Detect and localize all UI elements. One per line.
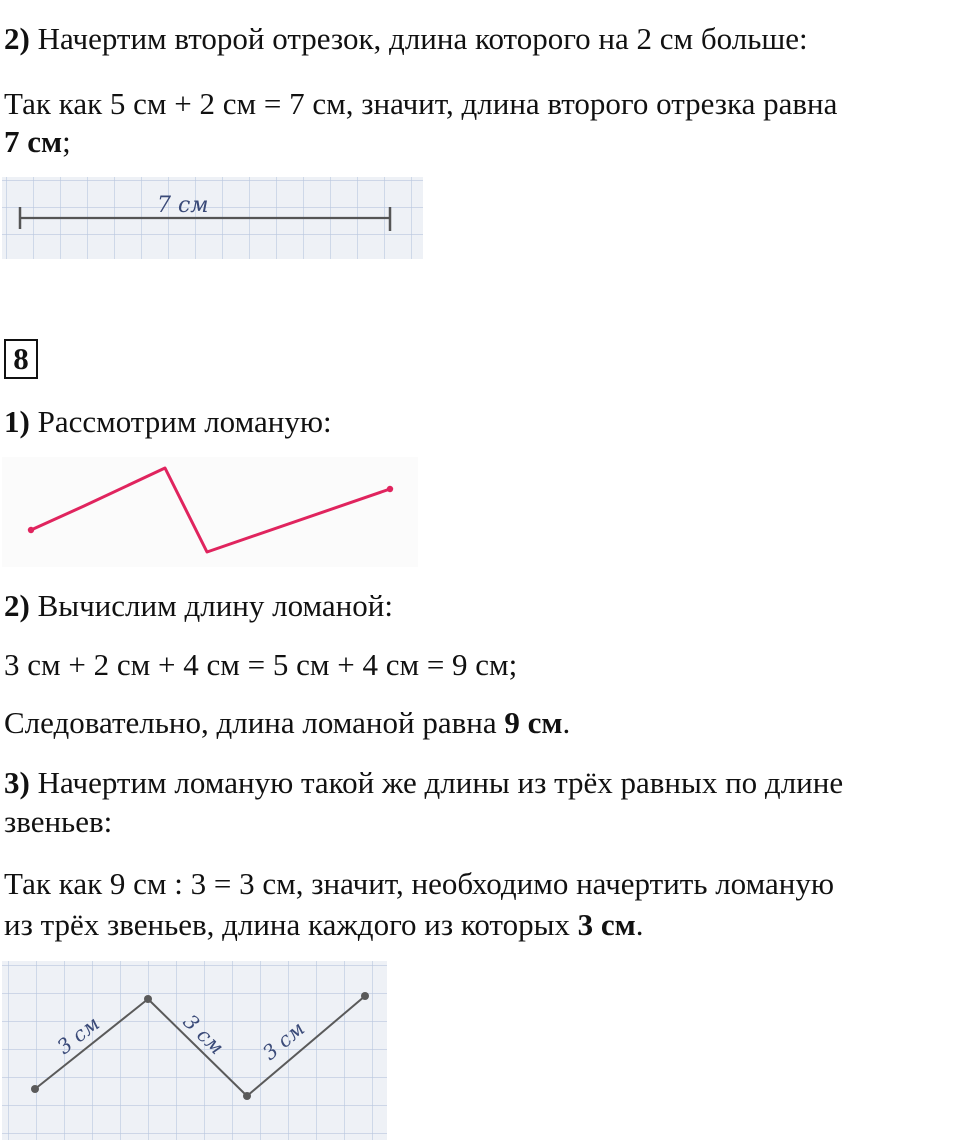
item2-calculation: 3 см + 2 см + 4 см = 5 см + 4 см = 9 см; [4,647,518,682]
segment-label-3: 3 см [257,1016,310,1065]
item2-top-line1: Так как 5 см + 2 см = 7 см, значит, длина второго отрезка равна [4,86,838,121]
item-text: Начертим второй отрезок, длина которого на 2 см больше: [29,21,808,56]
vertex-dot [361,992,369,1000]
vertex-dot [387,486,393,492]
item-number: 2) [4,21,30,56]
item-number: 1) [4,404,30,439]
vertex-dot [144,995,152,1003]
vertex-dot [243,1092,251,1100]
segment-label: 7 см [157,193,209,218]
item3-line1: Так как 9 см : 3 = 3 см, значит, необходимо начертить ломаную [4,866,835,901]
answer-tail: ; [62,124,71,159]
segment-label-1: 3 см [52,1011,105,1059]
item3-heading-cont: звеньев: [4,804,113,839]
item3-heading [4,765,843,801]
grid-polyline-figure [2,961,387,1140]
red-polyline-figure [2,457,418,567]
item2-top-heading [4,21,808,57]
line2-value: 3 см [577,907,636,942]
conclusion-tail: . [562,705,571,740]
task-number-box: 8 [4,339,38,379]
vertex-dot [28,527,34,533]
line2-text: из трёх звеньев, длина каждого из которых [4,907,578,942]
item3-line2 [4,907,644,943]
item-number: 2) [4,588,30,623]
vertex-dot [31,1085,39,1093]
item-number: 3) [4,765,30,800]
segment-figure [2,177,423,259]
conclusion-text: Следовательно, длина ломаной равна [4,705,505,740]
item2-heading [4,588,393,624]
item2-top-answer [4,124,71,160]
item-text: Рассмотрим ломаную: [29,404,332,439]
segment-label-2: 3 см [178,1009,229,1060]
answer-value: 7 см [4,124,63,159]
item-text: Начертим ломаную такой же длины из трёх равных по длине [29,765,844,800]
line2-tail: . [635,907,644,942]
item2-conclusion [4,705,570,741]
item1-heading [4,404,332,440]
item-text: Вычислим длину ломаной: [29,588,393,623]
conclusion-value: 9 см [504,705,563,740]
